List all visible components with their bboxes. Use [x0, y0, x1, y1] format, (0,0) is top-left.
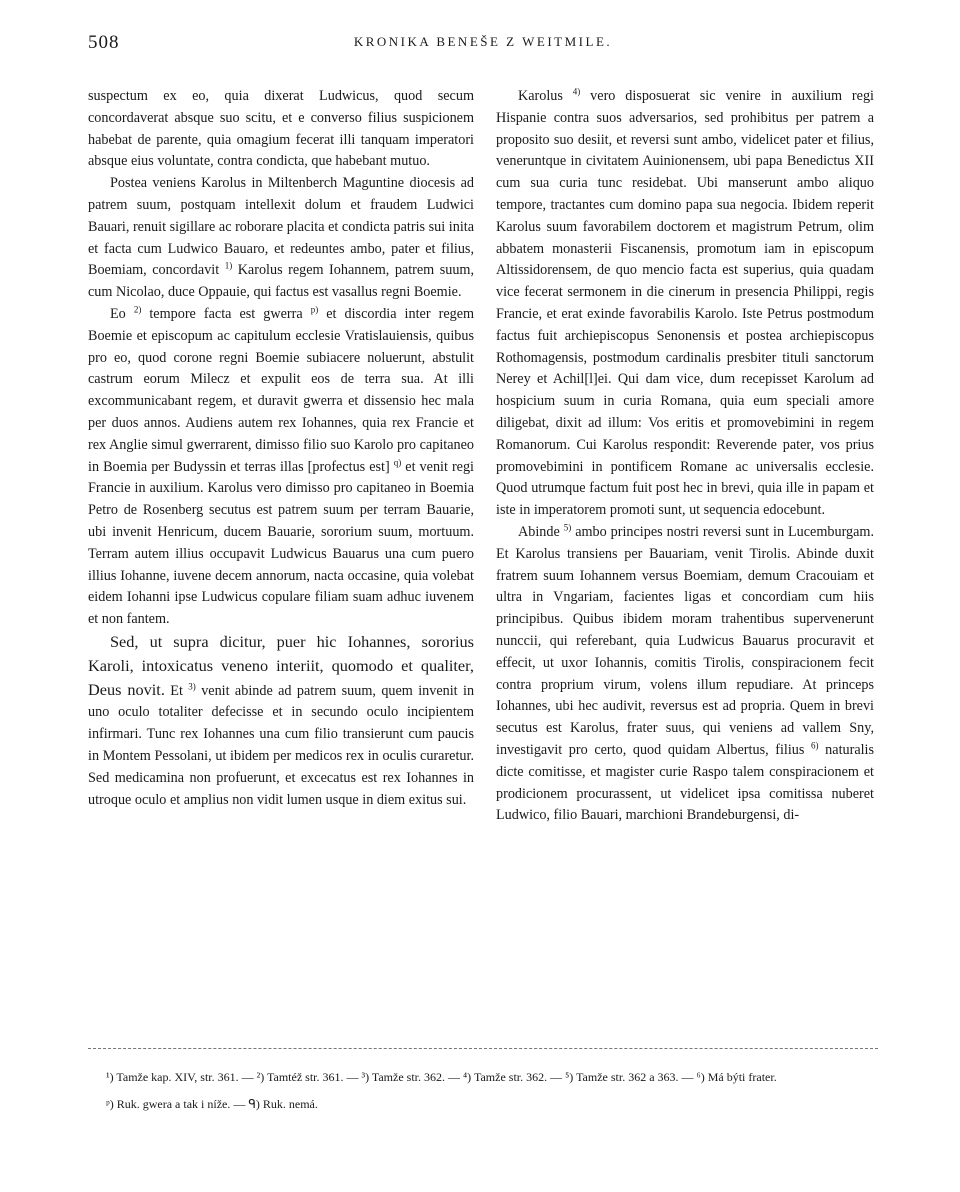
footnotes-numbered: ¹) Tamže kap. XIV, str. 361. — ²) Tamtéž str. 361. — ³) Tamže str. 362. — ⁴) Tamže str. 362. — ⁵) Tamže str. 362 a 363. — ⁶) Má býti frater.	[106, 1070, 777, 1084]
large-type-sentence: Sed, ut supra dicitur, puer hic Iohannes, sororius Karoli, intoxicatus veneno interiit, quomodo et qualiter, Deus novit.	[88, 631, 474, 699]
left-paragraph-4: Sed, ut supra dicitur, puer hic Iohannes, sororius Karoli, intoxicatus veneno interiit, quomodo et qualiter, Deus novit. Et $^{3)}$ venit abinde ad patrem suum, quem invenit in uno oculo totaliter defecisse et in secundo oculo incipientem infirmari. Tunc rex Iohannes una cum filio transierunt cum paucis in Montem Pessolani, ut ibidem per medicos rex in oculis curaretur. Sed medicamina non profuerunt, et excecatus est rex Iohannes in utroque oculo et amplius non vidit lumen usque in diem exitus sui.	[88, 631, 475, 808]
footnote-ref-2: 2)	[133, 304, 142, 315]
footnote-ref-6: 6)	[811, 740, 819, 751]
left-column	[88, 86, 474, 811]
left-paragraph-1: suspectum ex eo, quia dixerat Ludwicus, quod secum concordaverat absque suo scitu, et e converso filius suspicionem habebat de parente, quia omagium fecerat illi tanquam imperatori absque eius voluntate, contra condicta, que habebant mutuo.	[88, 88, 474, 170]
right-paragraph-1: Karolus $^{4)}$ vero disposuerat sic venire in auxilium regi Hispanie contra suos adversarios, sed prohibitus per patrem a proposito suo desiit, et reversi sunt ambo, videlicet pater et filius, veneruntque in civitatem Auinionensem, ubi papa Benedictus XII cum sua curia tunc residebat. Ubi manserunt ambo aliquo tempore, tractantes cum domino papa sua negocia. Ibidem reperit Karolus suum favorabilem doctorem et magistrum Petrum, olim abbatem monasterii Fiscanensis, promotum iam in episcopum Altissidorensem, de quo mencio facta est superius, quia quadam vice fecerat sermonem in die cinerum in presencia Philippi, regis Francie, et erat exinde favorabilis Karolo. Iste Petrus postmodum factus fuit archiepiscopus Senonensis et postea archiepiscopus Rothomagensis, postmodum cardinalis presbiter tituli sanctorum Nerey et Achil[l]ei. Qui dam vice, dum recepisset Karolum ad hospicium suum in curia Romana, quia eum speciali amore diligebat, dixit ad illum: Vos eritis et promovebimini in regem Romanorum. Cui Karolus respondit: Reverende pater, vos prius promovebimini in pontificem Romane ac universalis ecclesie. Quod utrumque factum fuit post hec in brevi, quia ille in papam et iste in imperatorem promoti sunt, ut sequencia edocebunt.	[496, 86, 874, 519]
left-paragraph-2: Postea veniens Karolus in Miltenberch Maguntine diocesis ad patrem suum, postquam intellexit dolum et fraudem Ludwici Bauari, renuit sigillare ac roborare placita et condicta patris sui inita et facta cum Ludwico Bauaro, et redeuntes ambo, pater et filius, Boemiam, concordavit $^{1)}$ Karolus regem Iohannem, patrem suum, cum Nicolao, duce Oppauie, qui factus est vasallus regni Boemie.	[88, 175, 475, 301]
footnote-ref-5: 5)	[563, 522, 572, 533]
footnote-ref-q: q)	[393, 456, 402, 467]
footnote-divider	[88, 1048, 878, 1049]
footnote-ref-1: 1)	[224, 260, 233, 271]
page-header	[88, 32, 878, 56]
footnotes	[88, 1068, 878, 1113]
running-title: KRONIKA BENEŠE Z WEITMILE.	[353, 34, 613, 49]
footnote-ref-p: p)	[310, 304, 319, 315]
left-paragraph-3: Eo $^{2)}$ tempore facta est gwerra $^{p)}$ et discordia inter regem Boemie et episcopum ac capitulum ecclesie Vratislauiensis, quibus pro eo, quod corone regni Boemie subiacere noluerunt, abstulit castrum eorum Milecz et expulit eos de terra sua. At illi excommunicabant regem, et duravit gwerra et dissensio hec mala per duos annos. Audiens autem rex Iohannes, quia rex Francie et rex Anglie simul gwerrarent, dimisso filio suo Karolo pro capitaneo in Boemia per Budyssin et terras illas [profectus est] $^{q)}$ et venit regi Francie in auxilium. Karolus vero dimisso pro capitaneo in Boemia Petro de Rosenberg secutus est patrem suum per terram Bauarie, ubi invenit Henricum, ducem Bauarie, sororium suum, mortuum. Terram autem illius occupavit Ludwicus Bauarus una cum puero illius Iohanne, iuvene decem annorum, nacta occasine, quia volebat eidem Iohanni ipse Ludwicus copulare filiam suam adhuc iuvenem et non fantem.	[88, 304, 475, 628]
footnote-ref-3: 3)	[188, 680, 196, 691]
page-number: 508	[88, 32, 120, 53]
right-column	[496, 86, 874, 827]
right-paragraph-2: Abinde $^{5)}$ ambo principes nostri reversi sunt in Lucemburgam. Et Karolus transiens per Bauariam, venit Tirolis. Abinde duxit fratrem suum Iohannem versus Boemiam, demum Cracouiam et ultra in Vngariam, facientes ligas et concordiam cum hiis principibus. Quibus ibidem moram trahentibus supervenerunt nunccii, qui referebant, quia Ludwicus Bauarus procuravit et effecit, ut uxor Iohannis, comitis Tirolis, conspiracionem fecit contra proprium virum, volens illum repudiare. At princeps Iohannes, ubi hec audivit, reversus est ad propria. Quem in brevi secutus est Karolus, frater suus, qui veniens ad vallem Sny, investigavit pro certo, quod quidam Albertus, filius $^{6)}$ naturalis dicte comitisse, et magister curie Raspo talem conspiracionem et prodicionem procurassent, ut videlicet ipsa comitissa nuberet Ludwico, filio Bauari, marchioni Brandeburgensi, di-	[496, 522, 875, 824]
footnote-ref-4: 4)	[572, 86, 581, 97]
footnotes-lettered: ᵖ) Ruk. gwera a tak i níže. — ᑫ) Ruk. nemá.	[106, 1097, 318, 1111]
